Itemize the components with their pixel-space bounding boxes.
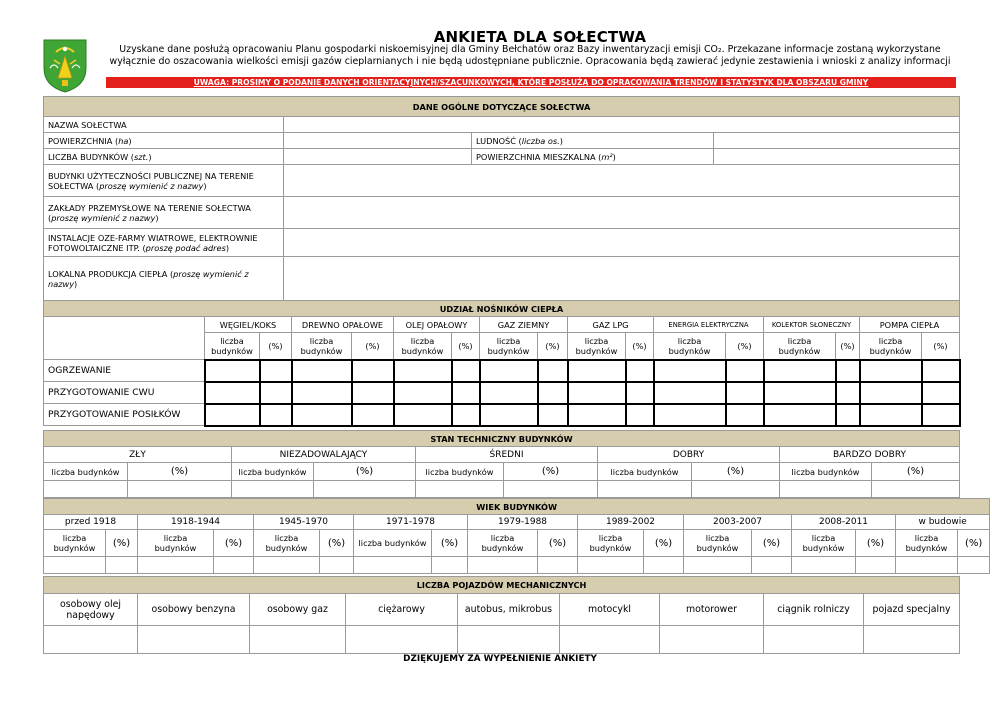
carrier-input-cell[interactable] [836, 382, 860, 404]
count-subheader: liczba budynków [568, 333, 626, 360]
condition-input-cell[interactable] [780, 481, 872, 498]
count-subheader: liczba budynków [654, 333, 726, 360]
age-input-cell[interactable] [896, 557, 958, 574]
carrier-col-header: GAZ LPG [568, 317, 654, 333]
age-col-header: 2003-2007 [684, 515, 792, 530]
age-input-cell[interactable] [958, 557, 990, 574]
pct-subheader: (%) [538, 333, 568, 360]
village-name-label: NAZWA SOŁECTWA [44, 117, 284, 133]
count-subheader: liczba budynków [578, 530, 644, 557]
pct-subheader: (%) [320, 530, 354, 557]
vehicles-section-title: LICZBA POJAZDÓW MECHANICZNYCH [44, 577, 960, 594]
count-subheader: liczba budynków [44, 530, 106, 557]
carrier-input-cell[interactable] [860, 382, 922, 404]
carrier-row-label: PRZYGOTOWANIE POSIŁKÓW [44, 404, 205, 426]
carrier-row-label: OGRZEWANIE [44, 360, 205, 382]
vehicle-col-header: autobus, mikrobus [458, 594, 560, 626]
pct-subheader: (%) [538, 530, 578, 557]
count-subheader: liczba budynków [138, 530, 214, 557]
age-input-cell[interactable] [856, 557, 896, 574]
condition-col-header: ZŁY [44, 447, 232, 463]
condition-input-cell[interactable] [504, 481, 598, 498]
vehicles-table [43, 576, 960, 654]
age-input-row [44, 557, 990, 574]
age-col-header: 1979-1988 [468, 515, 578, 530]
carrier-input-cell[interactable] [836, 360, 860, 382]
carrier-input-cell[interactable] [538, 404, 568, 426]
vehicle-input-cell[interactable] [346, 626, 458, 654]
age-input-cell[interactable] [432, 557, 468, 574]
pct-subheader: (%) [626, 333, 654, 360]
pct-subheader: (%) [432, 530, 468, 557]
age-col-header: w budowie [896, 515, 990, 530]
count-subheader: liczba budynków [598, 463, 692, 481]
carrier-input-cell[interactable] [654, 360, 726, 382]
condition-input-cell[interactable] [44, 481, 128, 498]
building-condition-table [43, 430, 960, 498]
buildings-count-label: LICZBA BUDYNKÓW (szt.) [44, 149, 284, 165]
pct-subheader: (%) [352, 333, 394, 360]
local-heat-field[interactable] [284, 257, 960, 301]
carrier-input-cell[interactable] [452, 404, 480, 426]
age-input-cell[interactable] [138, 557, 214, 574]
carrier-input-cell[interactable] [764, 360, 836, 382]
age-input-cell[interactable] [320, 557, 354, 574]
age-input-cell[interactable] [468, 557, 538, 574]
pct-subheader: (%) [922, 333, 960, 360]
carrier-input-cell[interactable] [922, 382, 960, 404]
vehicle-input-cell[interactable] [660, 626, 764, 654]
age-input-cell[interactable] [214, 557, 254, 574]
living-area-label: POWIERZCHNIA MIESZKALNA (m²) [472, 149, 714, 165]
pct-subheader: (%) [128, 463, 232, 481]
pct-subheader: (%) [958, 530, 990, 557]
count-subheader: liczba budynków [896, 530, 958, 557]
count-subheader: liczba budynków [780, 463, 872, 481]
carrier-input-cell[interactable] [922, 404, 960, 426]
count-subheader: liczba budynków [354, 530, 432, 557]
age-section-title: WIEK BUDYNKÓW [44, 499, 990, 515]
condition-col-header: ŚREDNI [416, 447, 598, 463]
pct-subheader: (%) [856, 530, 896, 557]
carrier-input-cell[interactable] [394, 404, 452, 426]
vehicle-col-header: ciężarowy [346, 594, 458, 626]
pct-subheader: (%) [452, 333, 480, 360]
carrier-input-cell[interactable] [726, 360, 764, 382]
count-subheader: liczba budynków [416, 463, 504, 481]
age-input-cell[interactable] [684, 557, 752, 574]
intro-line-2: wyłącznie do oszacowania wielkości emisji gazów cieplarnianych i nie będą udostępniane publicznie. Opracowania będą zawierać jedynie zestawienia i wnioski z analizy informacji [109, 56, 951, 67]
condition-col-header: BARDZO DOBRY [780, 447, 960, 463]
carrier-col-header: DREWNO OPAŁOWE [292, 317, 394, 333]
carrier-input-cell[interactable] [260, 404, 292, 426]
page-title: ANKIETA DLA SOŁECTWA [433, 28, 647, 46]
vehicle-col-header: motorower [660, 594, 764, 626]
vehicle-input-cell[interactable] [44, 626, 138, 654]
carrier-input-cell[interactable] [626, 404, 654, 426]
carrier-input-cell[interactable] [205, 382, 260, 404]
living-area-field[interactable] [714, 149, 960, 165]
age-input-cell[interactable] [44, 557, 106, 574]
vehicle-col-header: motocykl [560, 594, 660, 626]
population-label: LUDNOŚĆ (liczba os.) [472, 133, 714, 149]
carrier-input-cell[interactable] [654, 404, 726, 426]
carrier-input-cell[interactable] [922, 360, 960, 382]
carrier-input-cell[interactable] [352, 404, 394, 426]
age-col-header: przed 1918 [44, 515, 138, 530]
pct-subheader: (%) [106, 530, 138, 557]
vehicle-input-cell[interactable] [864, 626, 960, 654]
building-age-table [43, 498, 990, 574]
pct-subheader: (%) [872, 463, 960, 481]
pct-subheader: (%) [726, 333, 764, 360]
carrier-row-label: PRZYGOTOWANIE CWU [44, 382, 205, 404]
count-subheader: liczba budynków [232, 463, 314, 481]
carrier-input-cell[interactable] [452, 360, 480, 382]
carrier-input-cell[interactable] [726, 404, 764, 426]
vehicle-input-cell[interactable] [458, 626, 560, 654]
carrier-input-cell[interactable] [568, 360, 626, 382]
carrier-input-cell[interactable] [260, 360, 292, 382]
oze-installations-field[interactable] [284, 229, 960, 257]
carrier-col-header: GAZ ZIEMNY [480, 317, 568, 333]
carrier-input-cell[interactable] [764, 382, 836, 404]
pct-subheader: (%) [314, 463, 416, 481]
general-data-table [43, 96, 960, 301]
coat-of-arms-icon [42, 38, 88, 94]
condition-input-cell[interactable] [314, 481, 416, 498]
age-col-header: 1971-1978 [354, 515, 468, 530]
carrier-row-heating [44, 360, 960, 382]
condition-section-title: STAN TECHNICZNY BUDYNKÓW [44, 431, 960, 447]
carrier-input-cell[interactable] [480, 404, 538, 426]
carrier-input-cell[interactable] [352, 382, 394, 404]
carrier-col-header: OLEJ OPAŁOWY [394, 317, 480, 333]
count-subheader: liczba budynków [480, 333, 538, 360]
carrier-col-header: KOLEKTOR SŁONECZNY [764, 317, 860, 333]
carrier-input-cell[interactable] [764, 404, 836, 426]
count-subheader: liczba budynków [292, 333, 352, 360]
count-subheader: liczba budynków [764, 333, 836, 360]
carrier-input-cell[interactable] [260, 382, 292, 404]
heat-carriers-table [43, 300, 961, 427]
vehicle-col-header: pojazd specjalny [864, 594, 960, 626]
pct-subheader: (%) [692, 463, 780, 481]
public-buildings-label: BUDYNKI UŻYTECZNOŚCI PUBLICZNEJ NA TERENIE SOŁECTWA (proszę wymienić z nazwy) [44, 165, 284, 197]
village-name-field[interactable] [284, 117, 960, 133]
count-subheader: liczba budynków [860, 333, 922, 360]
condition-input-cell[interactable] [232, 481, 314, 498]
carrier-col-header: POMPA CIEPŁA [860, 317, 960, 333]
count-subheader: liczba budynków [254, 530, 320, 557]
condition-input-cell[interactable] [128, 481, 232, 498]
condition-col-header: DOBRY [598, 447, 780, 463]
carrier-input-cell[interactable] [538, 360, 568, 382]
age-input-cell[interactable] [644, 557, 684, 574]
carrier-input-cell[interactable] [836, 404, 860, 426]
vehicle-input-cell[interactable] [764, 626, 864, 654]
age-subheader-row [44, 530, 990, 557]
vehicle-col-header: osobowy gaz [250, 594, 346, 626]
condition-input-cell[interactable] [416, 481, 504, 498]
age-input-cell[interactable] [752, 557, 792, 574]
carrier-row-cooking [44, 404, 960, 426]
pct-subheader: (%) [504, 463, 598, 481]
carrier-input-cell[interactable] [860, 360, 922, 382]
count-subheader: liczba budynków [684, 530, 752, 557]
carrier-input-cell[interactable] [352, 360, 394, 382]
condition-col-header: NIEZADOWALAJĄCY [232, 447, 416, 463]
carrier-input-cell[interactable] [480, 360, 538, 382]
age-col-header: 1945-1970 [254, 515, 354, 530]
condition-input-cell[interactable] [598, 481, 692, 498]
pct-subheader: (%) [752, 530, 792, 557]
area-label: POWIERZCHNIA (ha) [44, 133, 284, 149]
carrier-input-cell[interactable] [205, 360, 260, 382]
intro-line-1: Uzyskane dane posłużą opracowaniu Planu gospodarki niskoemisyjnej dla Gminy Bełchatów oraz Bazy inwentaryzacji emisji CO₂. Przekazane informacje zostaną wykorzystane [119, 44, 941, 55]
carrier-input-cell[interactable] [394, 382, 452, 404]
pct-subheader: (%) [644, 530, 684, 557]
count-subheader: liczba budynków [468, 530, 538, 557]
condition-input-cell[interactable] [872, 481, 960, 498]
carrier-input-cell[interactable] [394, 360, 452, 382]
age-input-cell[interactable] [354, 557, 432, 574]
carrier-input-cell[interactable] [205, 404, 260, 426]
age-col-header: 1989-2002 [578, 515, 684, 530]
vehicles-input-row [44, 626, 960, 654]
carrier-input-cell[interactable] [568, 404, 626, 426]
carrier-input-cell[interactable] [626, 360, 654, 382]
age-input-cell[interactable] [578, 557, 644, 574]
carrier-input-cell[interactable] [538, 382, 568, 404]
age-input-cell[interactable] [792, 557, 856, 574]
intro-text [100, 44, 960, 68]
pct-subheader: (%) [836, 333, 860, 360]
buildings-count-field[interactable] [284, 149, 472, 165]
carriers-section-title: UDZIAŁ NOŚNIKÓW CIEPŁA [44, 301, 960, 317]
age-col-header: 1918-1944 [138, 515, 254, 530]
vehicle-col-header: osobowy olej napędowy [44, 594, 138, 626]
carrier-input-cell[interactable] [480, 382, 538, 404]
vehicle-col-header: ciągnik rolniczy [764, 594, 864, 626]
count-subheader: liczba budynków [205, 333, 260, 360]
vehicles-header-row [44, 594, 960, 626]
carrier-col-header: ENERGIA ELEKTRYCZNA [654, 317, 764, 333]
vehicle-input-cell[interactable] [250, 626, 346, 654]
carrier-col-header: WĘGIEL/KOKS [205, 317, 292, 333]
carrier-input-cell[interactable] [626, 382, 654, 404]
pct-subheader: (%) [214, 530, 254, 557]
count-subheader: liczba budynków [792, 530, 856, 557]
warning-banner: UWAGA: PROSIMY O PODANIE DANYCH ORIENTACYJNYCH/SZACUNKOWYCH, KTÓRE POSŁUŻĄ DO OPRACOWANIA TRENDÓW I STATYSTYK DLA OBSZARU GMINY [106, 77, 956, 88]
age-input-cell[interactable] [538, 557, 578, 574]
count-subheader: liczba budynków [394, 333, 452, 360]
age-input-cell[interactable] [254, 557, 320, 574]
carriers-corner [44, 317, 205, 360]
age-input-cell[interactable] [106, 557, 138, 574]
carrier-input-cell[interactable] [292, 382, 352, 404]
public-buildings-field[interactable] [284, 165, 960, 197]
carrier-input-cell[interactable] [726, 382, 764, 404]
oze-installations-label: INSTALACJE OZE-FARMY WIATROWE, ELEKTROWNIE FOTOWOLTAICZNE ITP. (proszę podać adres) [44, 229, 284, 257]
local-heat-label: LOKALNA PRODUKCJA CIEPŁA (proszę wymienić z nazwy) [44, 257, 284, 301]
carrier-input-cell[interactable] [568, 382, 626, 404]
vehicle-input-cell[interactable] [560, 626, 660, 654]
carrier-input-cell[interactable] [654, 382, 726, 404]
industrial-plants-field[interactable] [284, 197, 960, 229]
carrier-input-cell[interactable] [292, 404, 352, 426]
thank-you-note: DZIĘKUJEMY ZA WYPEŁNIENIE ANKIETY [403, 654, 597, 664]
vehicle-col-header: osobowy benzyna [138, 594, 250, 626]
carrier-input-cell[interactable] [860, 404, 922, 426]
carrier-row-hot-water [44, 382, 960, 404]
vehicle-input-cell[interactable] [138, 626, 250, 654]
general-section-title: DANE OGÓLNE DOTYCZĄCE SOŁECTWA [44, 97, 960, 117]
count-subheader: liczba budynków [44, 463, 128, 481]
area-field[interactable] [284, 133, 472, 149]
pct-subheader: (%) [260, 333, 292, 360]
industrial-plants-label: ZAKŁADY PRZEMYSŁOWE NA TERENIE SOŁECTWA (proszę wymienić z nazwy) [44, 197, 284, 229]
population-field[interactable] [714, 133, 960, 149]
condition-input-cell[interactable] [692, 481, 780, 498]
carrier-input-cell[interactable] [452, 382, 480, 404]
age-col-header: 2008-2011 [792, 515, 896, 530]
carrier-input-cell[interactable] [292, 360, 352, 382]
